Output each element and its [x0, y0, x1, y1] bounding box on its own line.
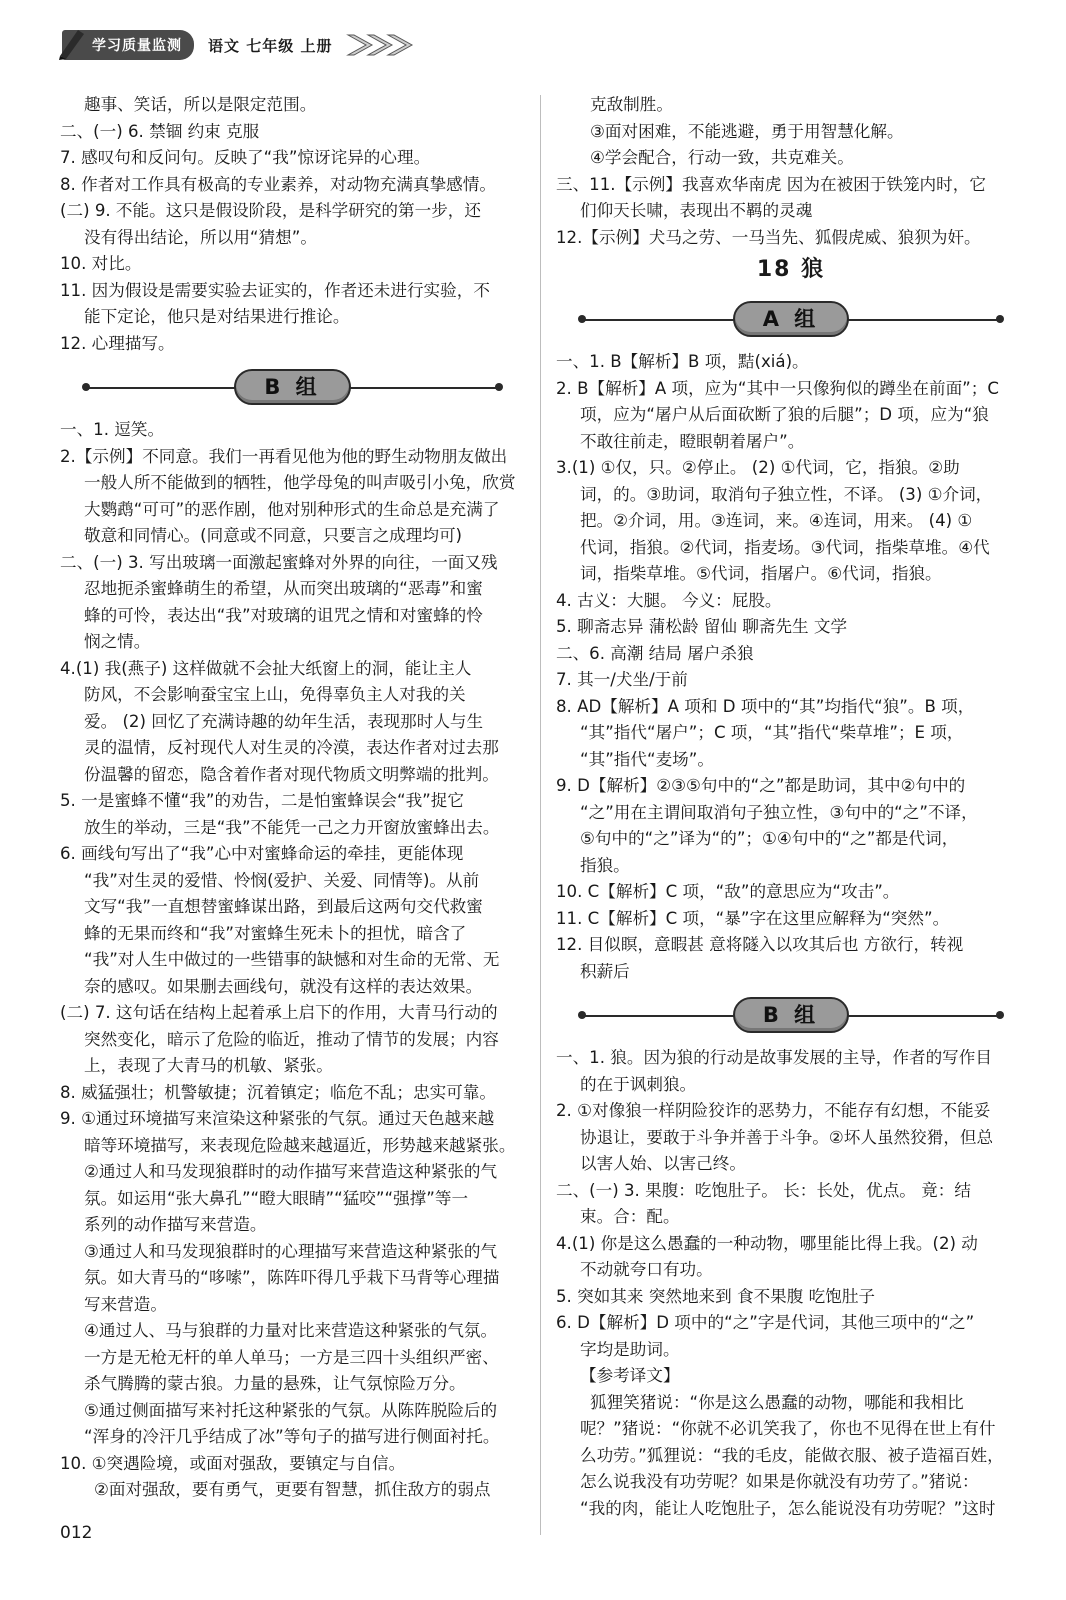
group-label: B 组: [733, 997, 849, 1034]
answer-line: 项，应为“屠户从后面砍断了狼的后腿”；D 项，应为“狼: [580, 405, 989, 424]
answer-line: 一般人所不能做到的牺牲，他学母兔的叫声吸引小兔，欣赏: [84, 473, 516, 492]
answer-line: 氛。如大青马的“哆嗦”，陈阵吓得几乎栽下马背等心理描: [84, 1268, 500, 1287]
answer-line: 蜂的可怜，表达出“我”对玻璃的诅咒之情和对蜜蜂的怜: [84, 605, 483, 625]
answer-line: 10. 对比。: [60, 254, 142, 273]
answer-line: ②通过人和马发现狼群时的动作描写来营造这种紧张的气: [84, 1162, 498, 1181]
answer-line: 放生的举动，三是“我”不能凭一己之力开窗放蜜蜂出去。: [84, 817, 500, 837]
answer-line: 二、(一) 6. 禁锢 约束 克服: [60, 121, 260, 141]
answer-line: 忍地扼杀蜜蜂萌生的希望，从而突出玻璃的“恶毒”和蜜: [84, 579, 483, 598]
answer-line: 11. 因为假设是需要实验去证实的，作者还未进行实验，不: [60, 280, 490, 300]
answer-line: 么功劳。”狐狸说：“我的毛皮，能做衣服、被子造福百姓，: [580, 1445, 1004, 1465]
answer-line: 5. 聊斋志异 蒲松龄 留仙 聊斋先生 文学: [556, 617, 848, 636]
answer-line: 怎么说我没有功劳呢？如果是你就没有功劳了。”猪说：: [580, 1472, 979, 1491]
answer-line: 奈的感叹。如果删去画线句，就没有这样的表达效果。: [84, 976, 483, 996]
answer-line: ②面对强敌，要有勇气，更要有智慧，抓住敌方的弱点: [94, 1480, 491, 1499]
pen-icon: [56, 26, 88, 60]
answer-line: 二、(一) 3. 写出玻璃一面激起蜜蜂对外界的向往，一面又残: [60, 552, 498, 572]
answer-line: 能下定论，他只是对结果进行推论。: [84, 307, 350, 326]
answer-line: 悯之情。: [84, 632, 151, 651]
answer-line: 份温馨的留恋，隐含着作者对现代物质文明弊端的批判。: [84, 764, 499, 784]
answer-line: 一方是无枪无杆的单人单马；一方是三四十头组织严密、: [84, 1347, 499, 1367]
answer-line: 2. B【解析】A 项，应为“其中一只像狗似的蹲坐在前面”；C: [556, 378, 999, 398]
lesson-title: 18 狼: [756, 257, 826, 282]
answers-group-b: [556, 1045, 1026, 1522]
left-column: [60, 92, 525, 1504]
answer-line: 4. 古义：大腿。 今义：屁股。: [556, 590, 782, 610]
page-header: [62, 28, 418, 62]
answer-line: 9. D【解析】②③⑤句中的“之”都是助词，其中②句中的: [556, 776, 966, 795]
answer-line: 2.【示例】不同意。我们一再看见他为他的野生动物朋友做出: [60, 446, 508, 466]
answer-line: 防风，不会影响蚕宝宝上山，免得辜负主人对我的关: [84, 685, 466, 704]
answer-line: 3.(1) ①仅，只。②停止。 (2) ①代词，它，指狼。②助: [556, 458, 960, 477]
answer-line: 氛。如运用“张大鼻孔”“瞪大眼睛”“猛咬”“强撑”等一: [84, 1188, 469, 1208]
answer-line: 协退让，要敢于斗争并善于斗争。②坏人虽然狡猾，但总: [580, 1127, 994, 1147]
answer-line: 指狼。: [580, 855, 630, 875]
answer-line: 把。②介词，用。③连词，来。④连词，用来。 (4) ①: [580, 511, 973, 530]
answers-block-a: [60, 92, 525, 357]
answer-line: 7. 其一/犬坐/于前: [556, 670, 688, 689]
answer-line: 词，指柴草堆。⑤代词，指屠户。⑥代词，指狼。: [580, 564, 942, 583]
answer-line: 6. D【解析】D 项中的“之”字是代词，其他三项中的“之”: [556, 1313, 975, 1332]
series-title: 学习质量监测: [92, 38, 182, 54]
answer-line: 束。合：配。: [580, 1207, 680, 1226]
answer-line: 不动就夸口有功。: [580, 1260, 713, 1279]
answer-line: 文写“我”一直想替蜜蜂谋出路，到最后这两句交代救蜜: [84, 897, 483, 916]
answer-line: 5. 一是蜜蜂不懂“我”的劝告，二是怕蜜蜂误会“我”捉它: [60, 791, 464, 810]
answer-line: 12.【示例】犬马之劳、一马当先、狐假虎威、狼狈为奸。: [556, 227, 981, 247]
answer-line: 一、1. 狼。因为狼的行动是故事发展的主导，作者的写作目: [556, 1048, 992, 1067]
answer-line: 大鹦鹉“可可”的恶作剧，他对别种形式的生命总是充满了: [84, 499, 500, 519]
page-number: 012: [60, 1523, 93, 1543]
answer-line: 的在于讽刺狼。: [580, 1074, 697, 1094]
answer-line: “我”对生灵的爱惜、怜悯(爱护、关爱、同情等)。从前: [84, 870, 480, 890]
answer-line: 4.(1) 我(燕子) 这样做就不会扯大纸窗上的洞，能让主人: [60, 658, 472, 678]
answer-line: 上，表现了大青马的机敏、紧张。: [84, 1056, 333, 1075]
group-label: B 组: [234, 369, 350, 406]
answer-line: 10. ①突遇险境，或面对强敌，要镇定与自信。: [60, 1453, 406, 1473]
answer-line: (二) 9. 不能。这只是假设阶段，是科学研究的第一步，还: [60, 201, 481, 220]
answer-line: 杀气腾腾的蒙古狼。力量的悬殊，让气氛惊险万分。: [84, 1374, 466, 1393]
answer-line: 不敢往前走，瞪眼朝着屠户”。: [580, 431, 805, 451]
answers-group-a: [556, 349, 1026, 985]
answer-line: 9. ①通过环境描写来渲染这种紧张的气氛。通过天色越来越: [60, 1109, 495, 1128]
answer-line: 系列的动作描写来营造。: [84, 1215, 267, 1234]
answer-line: “浑身的冷汗几乎结成了冰”等句子的描写进行侧面衬托。: [84, 1427, 500, 1446]
answer-line: “之”用在主谓间取消句子独立性，③句中的“之”不译，: [580, 802, 978, 822]
answer-line: 一、1. 逗笑。: [60, 420, 165, 439]
column-divider: [540, 95, 541, 1535]
answer-line: (二) 7. 这句话在结构上起着承上启下的作用，大青马行动的: [60, 1003, 498, 1022]
answer-line: 克敌制胜。: [590, 95, 673, 114]
answer-line: 突然变化，暗示了危险的临近，推动了情节的发展；内容: [84, 1029, 499, 1049]
answer-line: 一、1. B【解析】B 项，黠(xiá)。: [556, 352, 809, 371]
answer-line: 【参考译文】: [580, 1366, 680, 1385]
answer-line: 爱。 (2) 回忆了充满诗趣的幼年生活，表现那时人与生: [84, 711, 484, 731]
answer-line: 8. 威猛强壮；机警敏捷；沉着镇定；临危不乱；忠实可靠。: [60, 1082, 496, 1102]
chevrons-icon: [346, 32, 418, 58]
group-b-header: [556, 991, 1026, 1039]
answer-line: 二、(一) 3. 果腹：吃饱肚子。 长：长处，优点。 竟：结: [556, 1180, 971, 1200]
answer-line: 2. ①对像狼一样阴险狡诈的恶势力，不能存有幻想，不能妥: [556, 1101, 991, 1120]
answer-line: 5. 突如其来 突然地来到 食不果腹 吃饱肚子: [556, 1286, 876, 1306]
answers-continued: [556, 92, 1026, 251]
answer-line: 没有得出结论，所以用“猜想”。: [84, 227, 317, 247]
answer-line: 12. 目似瞑，意暇甚 意将隧入以攻其后也 方欲行，转视: [556, 935, 964, 954]
answer-line: 趣事、笑话，所以是限定范围。: [84, 95, 317, 114]
answer-line: 呢？”猪说：“你就不必讥笑我了，你也不见得在世上有什: [580, 1419, 996, 1438]
answers-block-b: [60, 417, 525, 1504]
answer-line: 11. C【解析】C 项，“暴”字在这里应解释为“突然”。: [556, 908, 950, 928]
answer-line: 积薪后: [580, 961, 630, 981]
answer-line: 8. 作者对工作具有极高的专业素养，对动物充满真挚感情。: [60, 174, 496, 194]
answer-line: 代词，指狼。②代词，指麦场。③代词，指柴草堆。④代: [580, 537, 990, 557]
answer-line: ④通过人、马与狼群的力量对比来营造这种紧张的气氛。: [84, 1321, 498, 1340]
answer-line: “其”指代“屠户”；C 项，“其”指代“柴草堆”；E 项，: [580, 723, 964, 742]
answer-line: 6. 画线句写出了“我”心中对蜜蜂命运的牵挂，更能体现: [60, 844, 464, 863]
answer-line: 7. 感叹句和反问句。反映了“我”惊讶诧异的心理。: [60, 148, 431, 167]
answer-line: 写来营造。: [84, 1294, 167, 1314]
answer-line: ③面对困难，不能逃避，勇于用智慧化解。: [590, 121, 904, 141]
answer-line: 10. C【解析】C 项，“敌”的意思应为“攻击”。: [556, 882, 900, 901]
watermark-logo: [860, 1480, 1050, 1590]
answer-line: 12. 心理描写。: [60, 333, 175, 353]
answer-line: 词，的。③助词，取消句子独立性，不译。 (3) ①介词，: [580, 484, 993, 504]
answer-line: “我”对人生中做过的一些错事的缺憾和对生命的无常、无: [84, 950, 500, 969]
answer-line: 4.(1) 你是这么愚蠢的一种动物，哪里能比得上我。(2) 动: [556, 1233, 978, 1253]
answer-line: 以害人始、以害己终。: [580, 1154, 746, 1173]
answer-line: “我的肉，能让人吃饱肚子，怎么能说没有功劳呢？”这时: [580, 1498, 996, 1518]
answer-line: 二、6. 高潮 结局 屠户杀狼: [556, 643, 754, 663]
subject-grade: 语文 七年级 上册: [208, 36, 333, 55]
answer-line: “其”指代“麦场”。: [580, 749, 714, 769]
answer-line: 狐狸笑猪说：“你是这么愚蠢的动物，哪能和我相比: [590, 1392, 964, 1412]
answer-line: ⑤句中的“之”译为“的”；①④句中的“之”都是代词，: [580, 829, 959, 848]
answer-line: 字均是助词。: [580, 1339, 680, 1359]
answer-line: ③通过人和马发现狼群时的心理描写来营造这种紧张的气: [84, 1241, 498, 1261]
answer-line: 灵的温情，反衬现代人对生灵的冷漠，表达作者对过去那: [84, 738, 499, 757]
right-column: [556, 92, 1026, 1522]
answer-line: 敬意和同情心。(同意或不同意，只要言之成理均可): [84, 526, 463, 545]
answer-line: ⑤通过侧面描写来衬托这种紧张的气氛。从陈阵脱险后的: [84, 1400, 498, 1420]
answer-line: 8. AD【解析】A 项和 D 项中的“其”均指代“狼”。B 项，: [556, 696, 975, 716]
series-badge: [62, 30, 194, 60]
group-a-header: [556, 295, 1026, 343]
group-label: A 组: [733, 301, 850, 338]
group-b-header: [60, 363, 525, 411]
answer-line: 三、11.【示例】我喜欢华南虎 因为在被困于铁笼内时，它: [556, 174, 986, 194]
answer-line: ④学会配合，行动一致，共克难关。: [590, 148, 854, 167]
answer-line: 们仰天长啸，表现出不羁的灵魂: [580, 201, 813, 220]
answer-line: 蜂的无果而终和“我”对蜜蜂生死未卜的担忧，暗含了: [84, 923, 467, 943]
answer-line: 暗等环境描写，来表现危险越来越逼近，形势越来越紧张。: [84, 1135, 516, 1155]
